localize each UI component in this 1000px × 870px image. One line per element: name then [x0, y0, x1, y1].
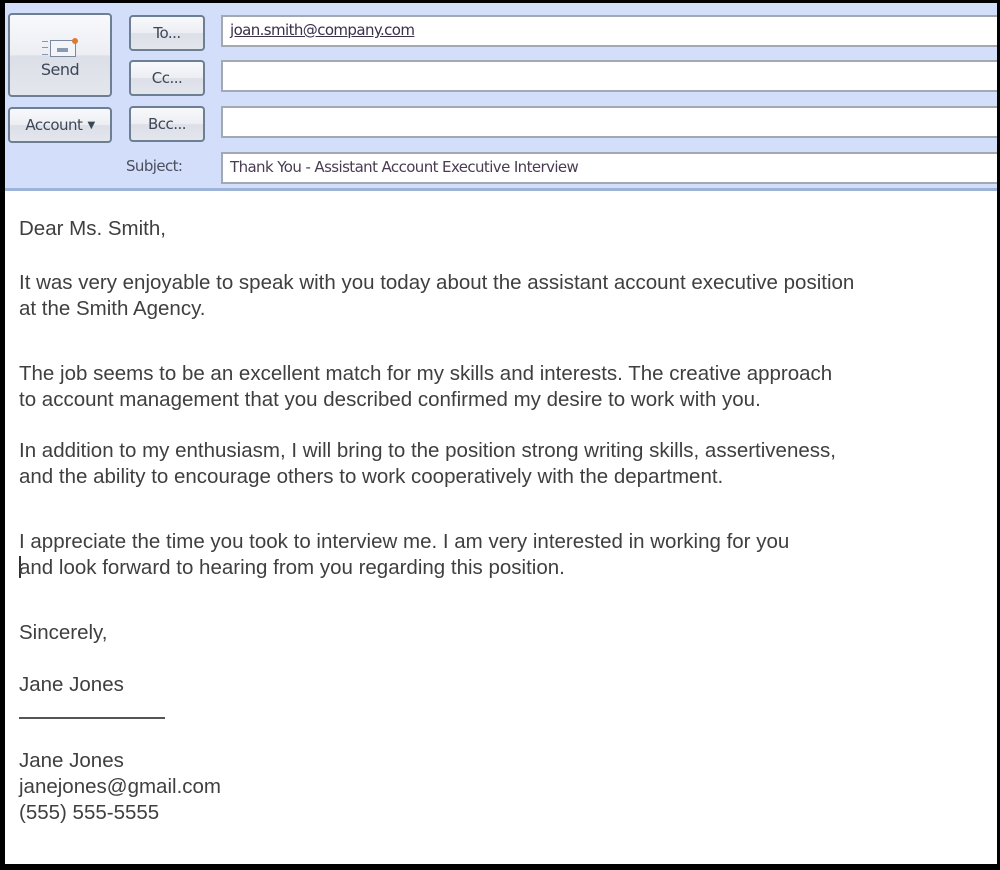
bcc-label: Bcc...	[147, 115, 187, 133]
contact-phone: (555) 555-5555	[19, 801, 160, 824]
subject-label: Subject:	[126, 157, 183, 175]
email-compose-window	[5, 3, 997, 864]
to-recipient[interactable]: joan.smith@company.com	[230, 21, 415, 39]
para2-line2: to account management that you described confirmed my desire to work with you.	[19, 388, 761, 411]
para1-line1: It was very enjoyable to speak with you today about the assistant account executive position	[19, 271, 855, 294]
cc-field[interactable]	[221, 60, 997, 92]
closing: Sincerely,	[19, 621, 108, 644]
contact-email: janejones@gmail.com	[19, 775, 221, 798]
to-label: To...	[153, 24, 181, 42]
send-button[interactable]	[8, 13, 112, 97]
para2-line1: The job seems to be an excellent match for my skills and interests. The creative approach	[19, 362, 833, 385]
para4-line2-wrapper	[19, 555, 565, 581]
account-label: Account	[25, 116, 83, 134]
chevron-down-icon: ▼	[87, 119, 95, 131]
cc-button[interactable]	[129, 60, 205, 96]
bcc-button[interactable]	[129, 106, 205, 142]
para1-line2: at the Smith Agency.	[19, 297, 206, 320]
para3-line1: In addition to my enthusiasm, I will bring to the position strong writing skills, assertiveness,	[19, 439, 836, 462]
para4-line2: and look forward to hearing from you regarding this position.	[19, 556, 565, 579]
signature-line	[19, 717, 165, 719]
to-button[interactable]	[129, 15, 205, 51]
para4-line1: I appreciate the time you took to interview me. I am very interested in working for you	[19, 530, 790, 553]
compose-header	[5, 3, 997, 191]
send-envelope-icon	[42, 38, 78, 58]
to-field[interactable]	[221, 15, 997, 47]
cc-label: Cc...	[151, 69, 183, 87]
bcc-field[interactable]	[221, 106, 997, 138]
greeting: Dear Ms. Smith,	[19, 217, 166, 240]
contact-name: Jane Jones	[19, 749, 124, 772]
para3-line2: and the ability to encourage others to work cooperatively with the department.	[19, 465, 724, 488]
subject-field[interactable]: Thank You - Assistant Account Executive Interview	[221, 152, 997, 184]
send-label: Send	[40, 59, 80, 79]
signature-name: Jane Jones	[19, 673, 124, 696]
account-button[interactable]	[8, 107, 112, 143]
